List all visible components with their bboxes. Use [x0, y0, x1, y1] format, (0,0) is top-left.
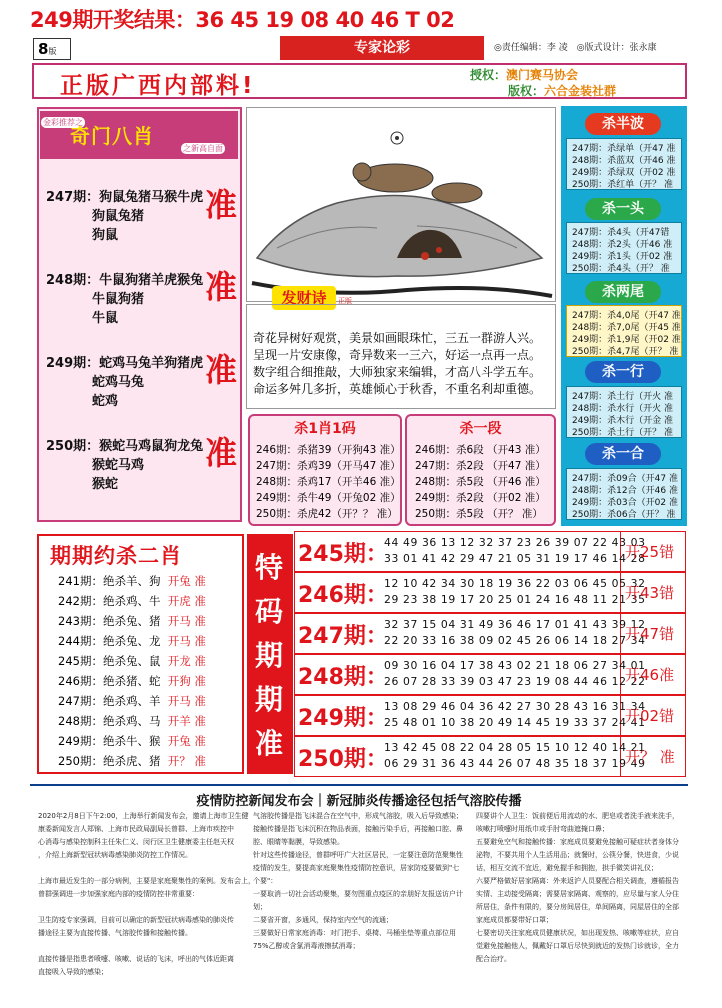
poem-line: 呈现一片安康像，奇异数来一三六，好运一点再一点。 — [253, 348, 542, 362]
news-line — [38, 862, 228, 875]
section-row: 249期：杀绿双（开02 准 — [572, 168, 676, 178]
tema-numbers: 29 23 38 19 17 20 25 01 24 16 48 11 21 35 — [384, 593, 646, 606]
tema-period: 248期： — [298, 665, 388, 690]
poem-box — [246, 304, 556, 409]
news-line: 个要"： — [253, 877, 278, 885]
tema-side-char: 特 — [255, 551, 284, 584]
qimen-tag-left: 金彩推荐之 — [40, 116, 86, 129]
section-row: 249期：杀03合（开02 准 — [572, 498, 678, 508]
news-column-3 — [476, 810, 682, 966]
tema-result: 开47错 — [625, 625, 675, 643]
kill-two-row: 247期：绝杀鸡、羊 开马 准 — [58, 694, 206, 708]
section-title: 杀一头 — [585, 198, 661, 220]
accurate-mark: 准 — [205, 186, 238, 224]
tema-numbers: 09 30 16 04 17 38 43 02 21 18 06 27 34 01 — [384, 659, 646, 672]
section-title: 杀一行 — [585, 361, 661, 383]
section-row: 247期：杀土行（开火 准 — [572, 392, 674, 402]
news-line: 心消毒与感染控制科主任朱仁义、闵行区卫生健康委主任赵天权 — [38, 838, 234, 846]
section-row: 247期：杀4,0尾（开47 准 — [572, 311, 681, 321]
news-column-2 — [253, 810, 463, 953]
news-line: 针对这些传播途径，曾群呼吁广大社区居民，一定要注意防范聚集性 — [253, 851, 463, 859]
news-column-1 — [38, 810, 255, 979]
section-row: 250期：杀红单（开？ 准 — [572, 180, 674, 190]
kill-one-title: 杀1肖1码 — [294, 421, 356, 437]
illustration — [246, 107, 556, 302]
news-line: ，介绍上海新型冠状病毒感染肺炎防控工作情况。 — [38, 851, 192, 859]
kill-segment-row: 250期：杀5段 （开？ 准） — [415, 508, 543, 520]
tema-side-char: 码 — [255, 595, 284, 628]
kill-two-row: 246期：绝杀猪、蛇 开狗 准 — [58, 674, 206, 688]
tema-numbers: 06 29 31 36 43 44 26 07 48 35 18 37 19 49 — [384, 757, 646, 770]
news-line: 直接传播是指患者喷嚏、咳嗽、说话的飞沫，呼出的气体近距离 — [38, 955, 234, 963]
tema-numbers: 12 10 42 34 30 18 19 36 22 03 06 45 05 32 — [384, 577, 646, 590]
tema-side-char: 期 — [255, 683, 284, 716]
kill-two-row: 250期：绝杀虎、猪 开？ 准 — [58, 754, 206, 768]
qimen-title: 奇门八肖 — [70, 124, 154, 148]
draw-result-title: 249期开奖结果：36 45 19 08 40 46 T 02 — [30, 8, 455, 32]
tema-period: 246期： — [298, 583, 388, 608]
qimen-entry: 250期：猴蛇马鸡鼠狗龙兔 猴蛇马鸡 猴蛇 — [46, 439, 204, 492]
news-line: 曾群强调进一步加强家庭内部的疫情防控非常重要： — [38, 890, 199, 898]
poem-line: 数字组合细推敲，大师独家来编辑，才高八斗学五车。 — [253, 365, 542, 379]
section-row: 247期：杀绿单（开47 准 — [572, 144, 676, 154]
news-line: 泌物，不要共用个人生活用品；就餐时，公筷分餐，快进食，少说 — [476, 851, 679, 859]
kill-two-row: 248期：绝杀鸡、马 开羊 准 — [58, 714, 206, 728]
tema-result: 开02错 — [625, 707, 675, 725]
section-row: 248期：杀蓝双（开46 准 — [572, 156, 676, 166]
news-line: 卫生防疫专家强调，目前可以确定的新型冠状病毒感染的肺炎传 — [38, 916, 234, 924]
column-title: 专家论彩 — [280, 36, 484, 60]
news-line — [38, 940, 228, 953]
section-row: 248期：杀2头（开46 准 — [572, 240, 673, 250]
kill-one-row: 248期：杀鸡17（开羊46 准） — [256, 476, 401, 488]
kill-one-row: 247期：杀鸡39（开马47 准） — [256, 460, 401, 472]
section-row: 249期：杀1头（开02 准 — [572, 252, 673, 262]
tema-result: 开43错 — [625, 584, 675, 602]
section-row: 250期：杀土行（开？ 准 — [572, 428, 674, 438]
news-line: 二要省开窗，多通风，保持室内空气的流通； — [253, 916, 393, 924]
kill-one-row: 249期：杀牛49（开兔02 准） — [256, 492, 401, 504]
banner-headline: 正版广西内部料! — [60, 73, 256, 99]
news-line: 三要做好日常家庭消毒：对门把手、桌椅、马桶坐垫等重点部位用 — [253, 929, 456, 937]
tema-period: 249期： — [298, 706, 388, 731]
news-line: 75%乙醇或含氯消毒液擦拭消毒； — [253, 942, 360, 950]
news-line: 疫情的发生，要提高家庭聚集性疫情防控意识，居家防疫要做到"七 — [253, 864, 460, 872]
poem-tag: 发财诗 — [272, 286, 336, 310]
news-line: 四要讲个人卫生：饭前便后用流动的水、肥皂或者洗手液来洗手， — [476, 812, 679, 820]
tema-period: 245期： — [298, 542, 388, 567]
tema-numbers: 33 01 41 42 29 47 21 05 31 19 17 46 14 28 — [384, 552, 646, 565]
kill-segment-row: 247期：杀2段 （开47 准） — [415, 460, 546, 472]
tema-period: 250期： — [298, 747, 388, 772]
banner-copyright: 版权：六合金装社群 — [508, 84, 617, 98]
section-row: 247期：杀09合（开47 准 — [572, 474, 678, 484]
news-line: 六要严格做好居家隔离：外来返沪人员要配合相关调查，遵循报告 — [476, 877, 679, 885]
section-row: 250期：杀06合（开？ 准 — [572, 510, 676, 520]
section-row: 249期：杀1,9尾（开02 准 — [572, 335, 681, 345]
news-line: 一要取消一切社会活动聚集，要勿图重点疫区的亲朋好友报送访户计 — [253, 890, 463, 898]
news-line: 所居住，条件有限的，要分房间居住，单间隔离，同屋居住的全部 — [476, 903, 679, 911]
accurate-mark: 准 — [205, 434, 238, 472]
tema-numbers: 13 08 29 46 04 36 42 27 30 28 43 16 31 34 — [384, 700, 646, 713]
news-line: 2020年2月8日下午2:00，上海举行新闻发布会，邀请上海市卫生健 — [38, 812, 249, 820]
news-line: 气溶胶传播是指飞沫混合在空气中，形成气溶胶，吸入后导致感染； — [253, 812, 463, 820]
tema-numbers: 22 20 33 16 38 09 02 45 26 06 14 18 27 34 — [384, 634, 646, 647]
qimen-entry: 247期：狗鼠兔猪马猴牛虎 狗鼠兔猪 狗鼠 — [46, 190, 204, 243]
section-title: 杀半波 — [585, 113, 661, 135]
kill-two-row: 242期：绝杀鸡、牛 开虎 准 — [58, 594, 206, 608]
tema-side-char: 期 — [255, 639, 284, 672]
news-line: 话，相互交流不宜近，避免握手和拥抱，拱手微笑讲礼仪； — [476, 864, 658, 872]
news-line: 配合治疗。 — [476, 955, 511, 963]
news-line: 播途径主要为直接传播、气溶胶传播和接触传播。 — [38, 929, 192, 937]
tema-numbers: 32 37 15 04 31 49 36 46 17 01 41 43 39 12 — [384, 618, 646, 631]
news-line: 腔、眼睛等黏膜，导致感染。 — [253, 838, 344, 846]
kill-two-row: 244期：绝杀兔、龙 开马 准 — [58, 634, 206, 648]
kill-two-row: 245期：绝杀兔、鼠 开龙 准 — [58, 654, 206, 668]
section-row: 250期：杀4,7尾（开？ 准 — [572, 347, 679, 357]
news-line: 五要避免空气和接触传播：家庭成员要避免接触可疑症状者身体分 — [476, 838, 679, 846]
tema-result: 开25错 — [625, 543, 675, 561]
news-line: 直接吸入导致的感染； — [38, 968, 108, 976]
tema-numbers: 44 49 36 13 12 32 37 23 26 39 07 22 43 03 — [384, 536, 646, 549]
news-line: 觉避免接触他人，佩戴好口罩后尽快到就近的发热门诊就诊，全力 — [476, 942, 679, 950]
section-row: 248期：杀水行（开火 准 — [572, 404, 674, 414]
page-number: 8版 — [33, 38, 71, 60]
news-line: 家庭成员都要带好口罩； — [476, 916, 553, 924]
kill-segment-title: 杀一段 — [459, 421, 502, 437]
qimen-tag-right: 之新高自面 — [180, 142, 226, 155]
kill-two-row: 243期：绝杀兔、猪 开马 准 — [58, 614, 206, 628]
news-title: 疫情防控新闻发布会｜新冠肺炎传播途径包括气溶胶传播 — [196, 794, 522, 809]
tema-side-char: 准 — [255, 727, 284, 760]
news-line: 实情、主动接受隔离；需要居家隔离、观察的，应尽量与家人分住 — [476, 890, 679, 898]
section-title: 杀一合 — [585, 443, 661, 465]
news-line: 咳嗽打喷嚏时用纸巾或手肘弯曲遮掩口鼻； — [476, 825, 609, 833]
kill-one-row: 250期：杀虎42（开？？ 准） — [256, 508, 398, 520]
tema-period: 247期： — [298, 624, 388, 649]
tema-result: 开46准 — [625, 666, 675, 684]
editor-credits: ◎责任编辑：李 凌 ◎版式设计：张永康 — [494, 43, 657, 53]
poem-line: 奇花异树好观赏，美景如画眼珠忙，三五一群游人兴。 — [253, 331, 542, 345]
section-row: 247期：杀4头（开47错 — [572, 228, 670, 238]
kill-one-row: 246期：杀猪39（开狗43 准） — [256, 444, 401, 456]
poem-tag-small: 正版 — [338, 297, 352, 305]
kill-two-title: 期期约杀二肖 — [50, 544, 182, 568]
section-title: 杀两尾 — [585, 281, 661, 303]
section-row: 249期：杀木行（开金 准 — [572, 416, 674, 426]
news-line: 接触传播是指飞沫沉积在物品表面，接触污染手后，再接触口腔、鼻 — [253, 825, 463, 833]
tema-numbers: 26 07 28 33 39 03 47 23 19 08 44 46 12 22 — [384, 675, 646, 688]
tema-result: 开？ 准 — [625, 748, 675, 766]
kill-two-row: 249期：绝杀牛、猴 开兔 准 — [58, 734, 206, 748]
kill-segment-row: 248期：杀5段 （开46 准） — [415, 476, 546, 488]
kill-segment-row: 249期：杀2段 （开02 准） — [415, 492, 546, 504]
poem-line: 命运多舛几多折，英雄倾心于秋香，不重名利却重德。 — [253, 382, 542, 396]
qimen-entry: 248期：牛鼠狗猪羊虎猴兔 牛鼠狗猪 牛鼠 — [46, 273, 204, 326]
tema-numbers: 25 48 01 10 38 20 49 14 45 19 33 37 24 41 — [384, 716, 646, 729]
news-line: 上海市最近发生的一部分病例，主要是家庭聚集性的案例。发布会上， — [38, 877, 255, 885]
accurate-mark: 准 — [205, 351, 238, 389]
banner-license: 授权：澳门赛马协会 — [470, 68, 579, 82]
tema-numbers: 13 42 45 08 22 04 28 05 15 10 12 40 14 21 — [384, 741, 646, 754]
section-row: 248期：杀12合（开46 准 — [572, 486, 678, 496]
rock-and-rodents-illustration — [247, 108, 555, 301]
section-row: 250期：杀4头（开？ 准 — [572, 264, 670, 274]
qimen-entry: 249期：蛇鸡马兔羊狗猪虎 蛇鸡马兔 蛇鸡 — [46, 356, 204, 409]
news-line: 康委新闻发言人郑锦、上海市民政局副局长曾群、上海市疾控中 — [38, 825, 234, 833]
kill-segment-row: 246期：杀6段 （开43 准） — [415, 444, 546, 456]
section-row: 248期：杀7,0尾（开45 准 — [572, 323, 681, 333]
news-line: 七要密切关注家庭成员健康状况，如出现发热、咳嗽等症状，应自 — [476, 929, 679, 937]
kill-two-row: 241期：绝杀羊、狗 开兔 准 — [58, 574, 206, 588]
news-line: 划； — [253, 903, 267, 911]
news-line — [38, 901, 228, 914]
accurate-mark: 准 — [205, 268, 238, 306]
